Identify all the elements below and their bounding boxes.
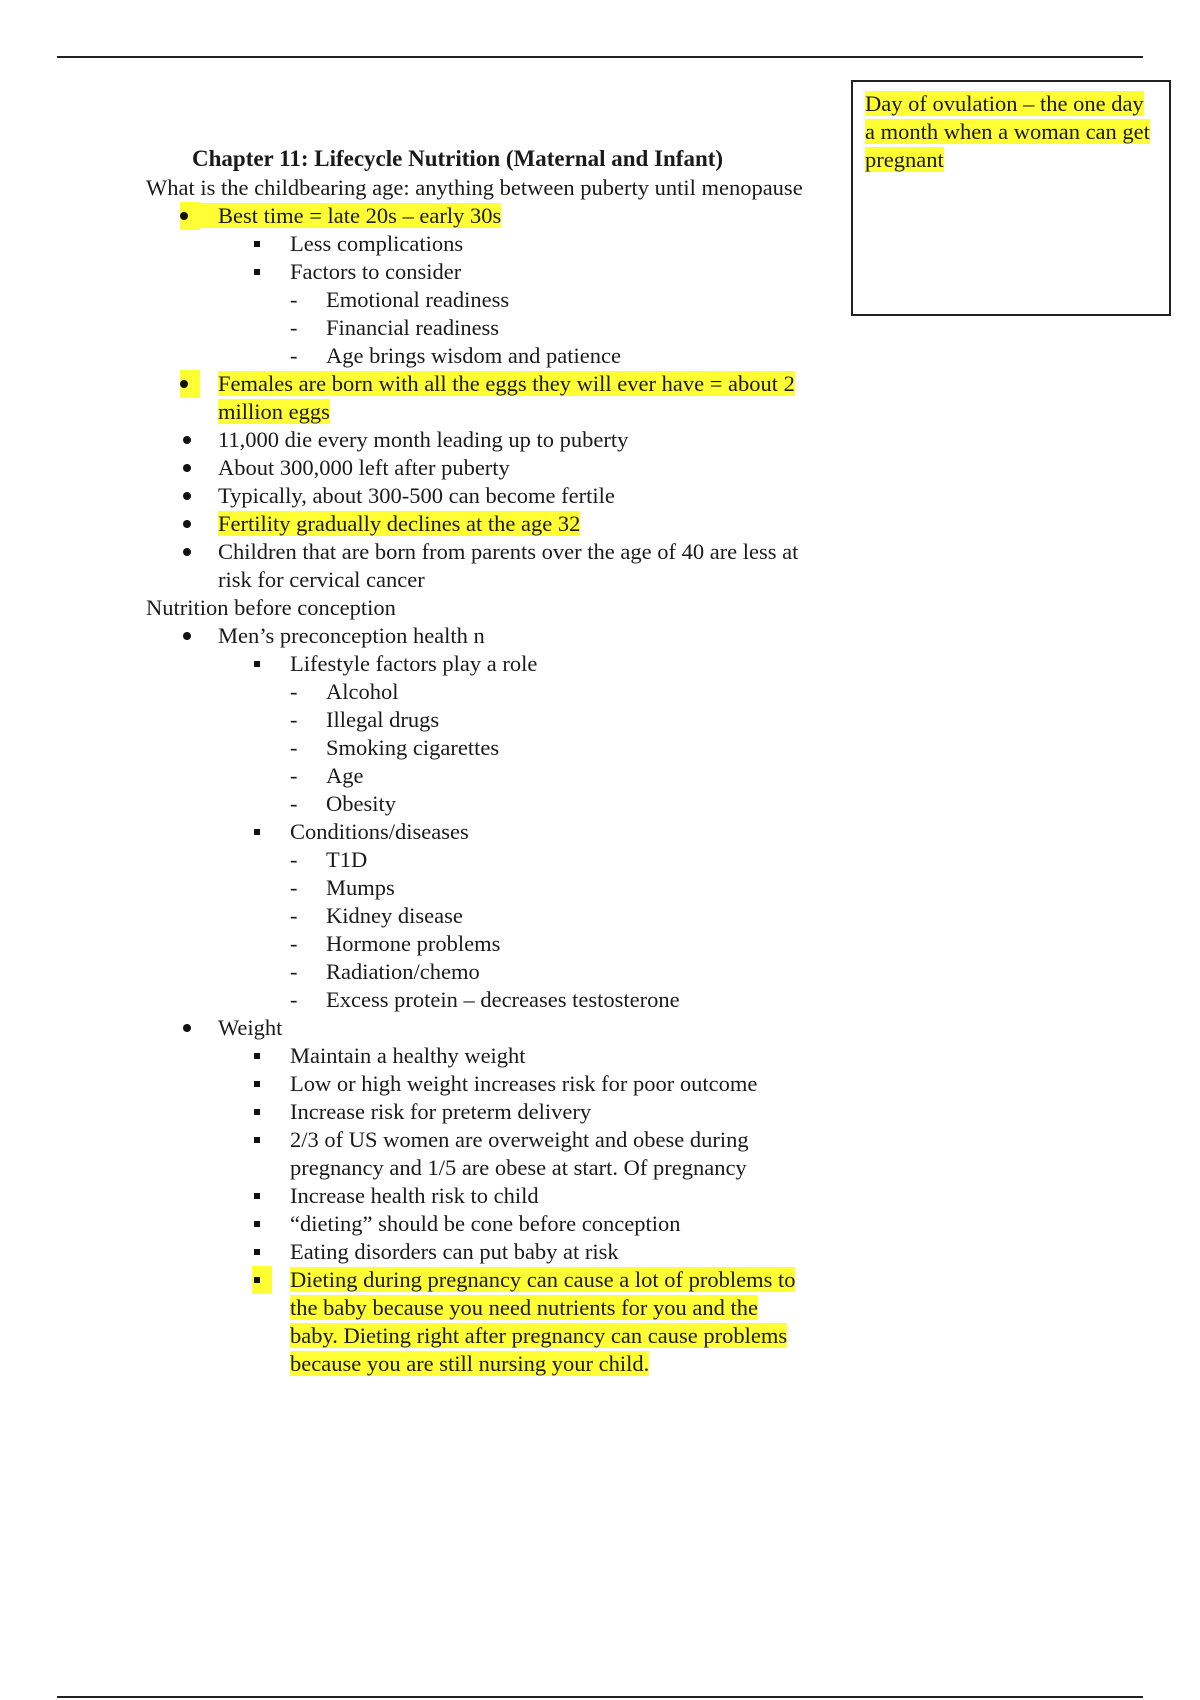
square-bullet-icon [254,258,268,286]
list-item-mens-health: Men’s preconception health n [146,622,806,650]
bullet-icon [180,202,200,230]
document-body [146,144,806,1378]
dash-bullet: - [290,679,298,704]
factors-list [146,286,806,370]
list-item: Eating disorders can put baby at risk [146,1238,806,1266]
list-item: Increase risk for preterm delivery [146,1098,806,1126]
bullet-icon [180,370,200,398]
bullet-icon [183,482,201,510]
lifestyle-list [146,678,806,818]
square-bullet-icon [254,1126,268,1154]
square-bullet-icon [254,818,268,846]
square-bullet-icon [254,1210,268,1238]
bullet-icon [183,426,201,454]
dash-bullet: - [290,287,298,312]
section-heading-nutrition: Nutrition before conception [146,595,396,620]
list-item-dieting: Dieting during pregnancy can cause a lot of problems to the baby because you need nutrients for you and the baby. Dieting right after pregnancy can cause problems because you are still nursing your child. [146,1266,806,1378]
list-item: 2/3 of US women are overweight and obese during pregnancy and 1/5 are obese at start. Of pregnancy [146,1126,806,1182]
list-item: Maintain a healthy weight [146,1042,806,1070]
dash-bullet: - [290,763,298,788]
dash-bullet: - [290,847,298,872]
list-item-eggs: Females are born with all the eggs they will ever have = about 2 million eggs [146,370,806,426]
list-item: About 300,000 left after puberty [146,454,806,482]
conditions-list [146,846,806,1014]
list-item: - Age [290,763,364,788]
list-item-weight: Weight [146,1014,806,1042]
list-item: - T1D [290,847,368,872]
list-item: - Radiation/chemo [290,959,480,984]
best-time-subitems [146,230,806,370]
square-bullet-icon [254,1042,268,1070]
square-bullet-icon [254,1098,268,1126]
list-item: - Mumps [290,875,395,900]
dash-bullet: - [290,875,298,900]
dash-bullet: - [290,931,298,956]
childbearing-list [146,202,806,594]
square-bullet-icon [252,1266,272,1294]
square-bullet-icon [254,230,268,258]
list-item: Conditions/diseases [146,818,806,846]
square-bullet-icon [254,1182,268,1210]
intro-text: What is the childbearing age: anything between puberty until menopause [146,175,803,200]
bullet-icon [183,622,201,650]
mens-subitems [146,650,806,1014]
bullet-icon [183,538,201,566]
list-item: - Illegal drugs [290,707,440,732]
dash-bullet: - [290,343,298,368]
dash-bullet: - [290,791,298,816]
list-item: - Excess protein – decreases testosterone [290,987,680,1012]
list-item: 11,000 die every month leading up to puberty [146,426,806,454]
top-rule [57,56,1143,58]
list-item: Increase health risk to child [146,1182,806,1210]
list-item: Factors to consider [146,258,806,286]
bullet-icon [183,1014,201,1042]
list-item-fertility: Fertility gradually declines at the age 32 [146,510,806,538]
dash-bullet: - [290,735,298,760]
preconception-list [146,622,806,1378]
list-item: - Alcohol [290,679,399,704]
margin-note-box [851,80,1171,316]
list-item: Lifestyle factors play a role [146,650,806,678]
square-bullet-icon [254,650,268,678]
bullet-icon [183,510,201,538]
list-item: - Kidney disease [290,903,463,928]
list-item: Less complications [146,230,806,258]
list-item: - Financial readiness [290,315,500,340]
list-item: - Emotional readiness [290,287,510,312]
list-item: - Smoking cigarettes [290,735,500,760]
square-bullet-icon [254,1070,268,1098]
list-item: - Obesity [290,791,396,816]
bottom-rule [57,1696,1143,1698]
list-item: - Age brings wisdom and patience [290,343,621,368]
dash-bullet: - [290,959,298,984]
list-item: Typically, about 300-500 can become fertile [146,482,806,510]
bullet-icon [183,454,201,482]
list-item: Low or high weight increases risk for poor outcome [146,1070,806,1098]
dash-bullet: - [290,903,298,928]
chapter-title: Chapter 11: Lifecycle Nutrition (Maternal and Infant) [192,146,724,171]
square-bullet-icon [254,1238,268,1266]
dash-bullet: - [290,987,298,1012]
margin-note-text: Day of ovulation – the one day a month when a woman can get pregnant [865,91,1150,172]
list-item: Children that are born from parents over the age of 40 are less at risk for cervical cancer [146,538,806,594]
dash-bullet: - [290,315,298,340]
weight-subitems [146,1042,806,1378]
list-item: “dieting” should be cone before conception [146,1210,806,1238]
list-item: - Hormone problems [290,931,501,956]
dash-bullet: - [290,707,298,732]
list-item-best-time: Best time = late 20s – early 30s [146,202,806,230]
